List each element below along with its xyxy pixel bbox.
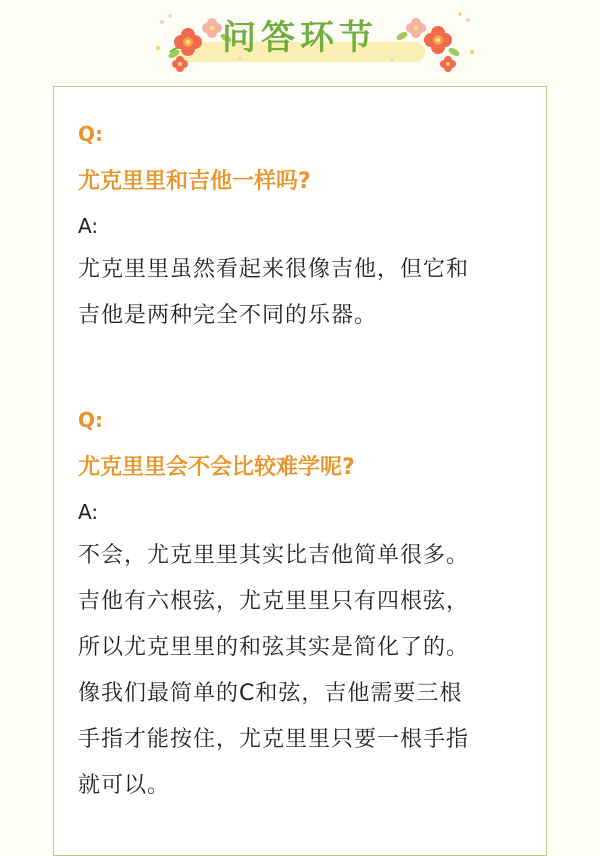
answer-label: A: [78,214,99,238]
answer-line: 所以尤克里里的和弦其实是简化了的。 [78,635,470,660]
question-label: Q: [78,408,103,432]
answer-line: 吉他是两种完全不同的乐器。 [78,303,378,328]
answer-text [78,533,528,809]
question-label: Q: [78,122,103,146]
answer-label: A: [78,500,99,524]
answer-line: 手指才能按住，尤克里里只要一根手指 [78,727,470,752]
qa-item [78,407,528,809]
question-text: 尤克里里和吉他一样吗? [78,169,311,194]
qa-card [53,86,547,856]
answer-line: 不会，尤克里里其实比吉他简单很多。 [78,543,470,568]
answer-line: 像我们最简单的C和弦，吉他需要三根 [78,681,463,706]
answer-line: 尤克里里虽然看起来很像吉他，但它和 [78,257,470,282]
question-text: 尤克里里会不会比较难学呢? [78,455,355,480]
section-title: 问答环节 [222,18,378,58]
qa-item [78,121,528,339]
section-header [0,0,600,80]
answer-line: 吉他有六根弦，尤克里里只有四根弦， [78,589,470,614]
answer-line: 就可以。 [78,773,171,798]
answer-text [78,247,528,339]
